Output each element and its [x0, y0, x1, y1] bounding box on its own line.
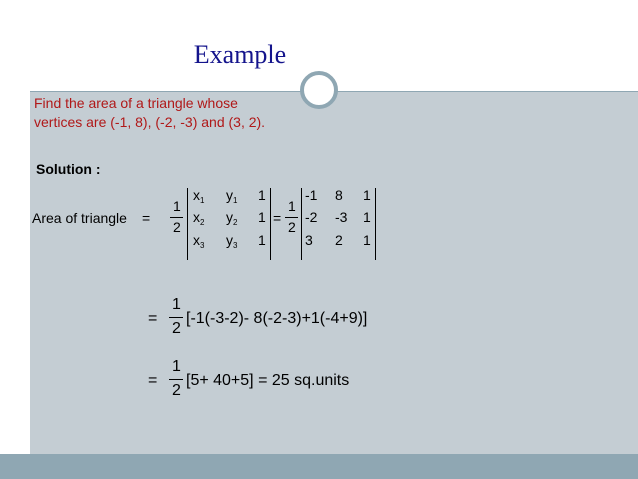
matrix-cell-one: 1	[258, 187, 266, 203]
problem-statement	[34, 94, 265, 132]
equals-sign-3: =	[148, 310, 158, 327]
numeric-cell-r2c1: -2	[305, 209, 318, 225]
area-label: Area of triangle	[32, 210, 127, 226]
half-numerator-3: 1	[172, 296, 181, 313]
half-denominator: 2	[173, 219, 181, 235]
half-numerator-2: 1	[288, 198, 296, 214]
determinant-right-bar-2	[375, 188, 376, 260]
numeric-cell-r1c2: 8	[335, 187, 343, 203]
matrix-cell-one: 1	[258, 232, 266, 248]
determinant-left-bar-2	[301, 188, 302, 260]
matrix-cell-y1: $y_1$	[226, 187, 238, 205]
matrix-cell-x1: $x_1$	[193, 187, 205, 205]
problem-line-2: vertices are (-1, 8), (-2, -3) and (3, 2).	[34, 114, 266, 130]
half-denominator-2: 2	[288, 219, 296, 235]
numeric-cell-r2c3: 1	[363, 209, 371, 225]
solution-label: Solution :	[36, 161, 101, 177]
numeric-cell-r1c3: 1	[363, 187, 371, 203]
fraction-bar	[170, 217, 183, 218]
problem-line-1: Find the area of a triangle whose	[34, 95, 238, 111]
matrix-cell-x3: $x_3$	[193, 232, 205, 250]
expansion-expression: [-1(-3-2)- 8(-2-3)+1(-4+9)]	[186, 310, 368, 327]
fraction-bar-2	[285, 217, 298, 218]
equals-sign: =	[142, 210, 151, 226]
half-numerator: 1	[173, 198, 181, 214]
content-panel	[30, 92, 638, 454]
equals-sign-4: =	[148, 372, 158, 389]
half-denominator-4: 2	[172, 382, 181, 399]
matrix-cell-y2: $y_2$	[226, 209, 238, 227]
numeric-cell-r3c3: 1	[363, 232, 371, 248]
numeric-cell-r1c1: -1	[305, 187, 318, 203]
footer-band	[0, 454, 638, 479]
fraction-bar-3	[169, 317, 183, 318]
matrix-cell-y3: $y_3$	[226, 232, 238, 250]
result-expression: [5+ 40+5] = 25 sq.units	[186, 372, 350, 389]
fraction-bar-4	[169, 379, 183, 380]
numeric-cell-r3c1: 3	[305, 232, 313, 248]
determinant-left-bar	[187, 188, 188, 260]
matrix-cell-x2: $x_2$	[193, 209, 205, 227]
slide-title: Example	[193, 40, 287, 69]
numeric-cell-r3c2: 2	[335, 232, 343, 248]
decorative-circle-icon	[300, 71, 338, 109]
determinant-right-bar	[270, 188, 271, 260]
matrix-cell-one: 1	[258, 209, 266, 225]
equals-sign-2: =	[273, 210, 282, 226]
half-denominator-3: 2	[172, 320, 181, 337]
half-numerator-4: 1	[172, 358, 181, 375]
numeric-cell-r2c2: -3	[335, 209, 348, 225]
